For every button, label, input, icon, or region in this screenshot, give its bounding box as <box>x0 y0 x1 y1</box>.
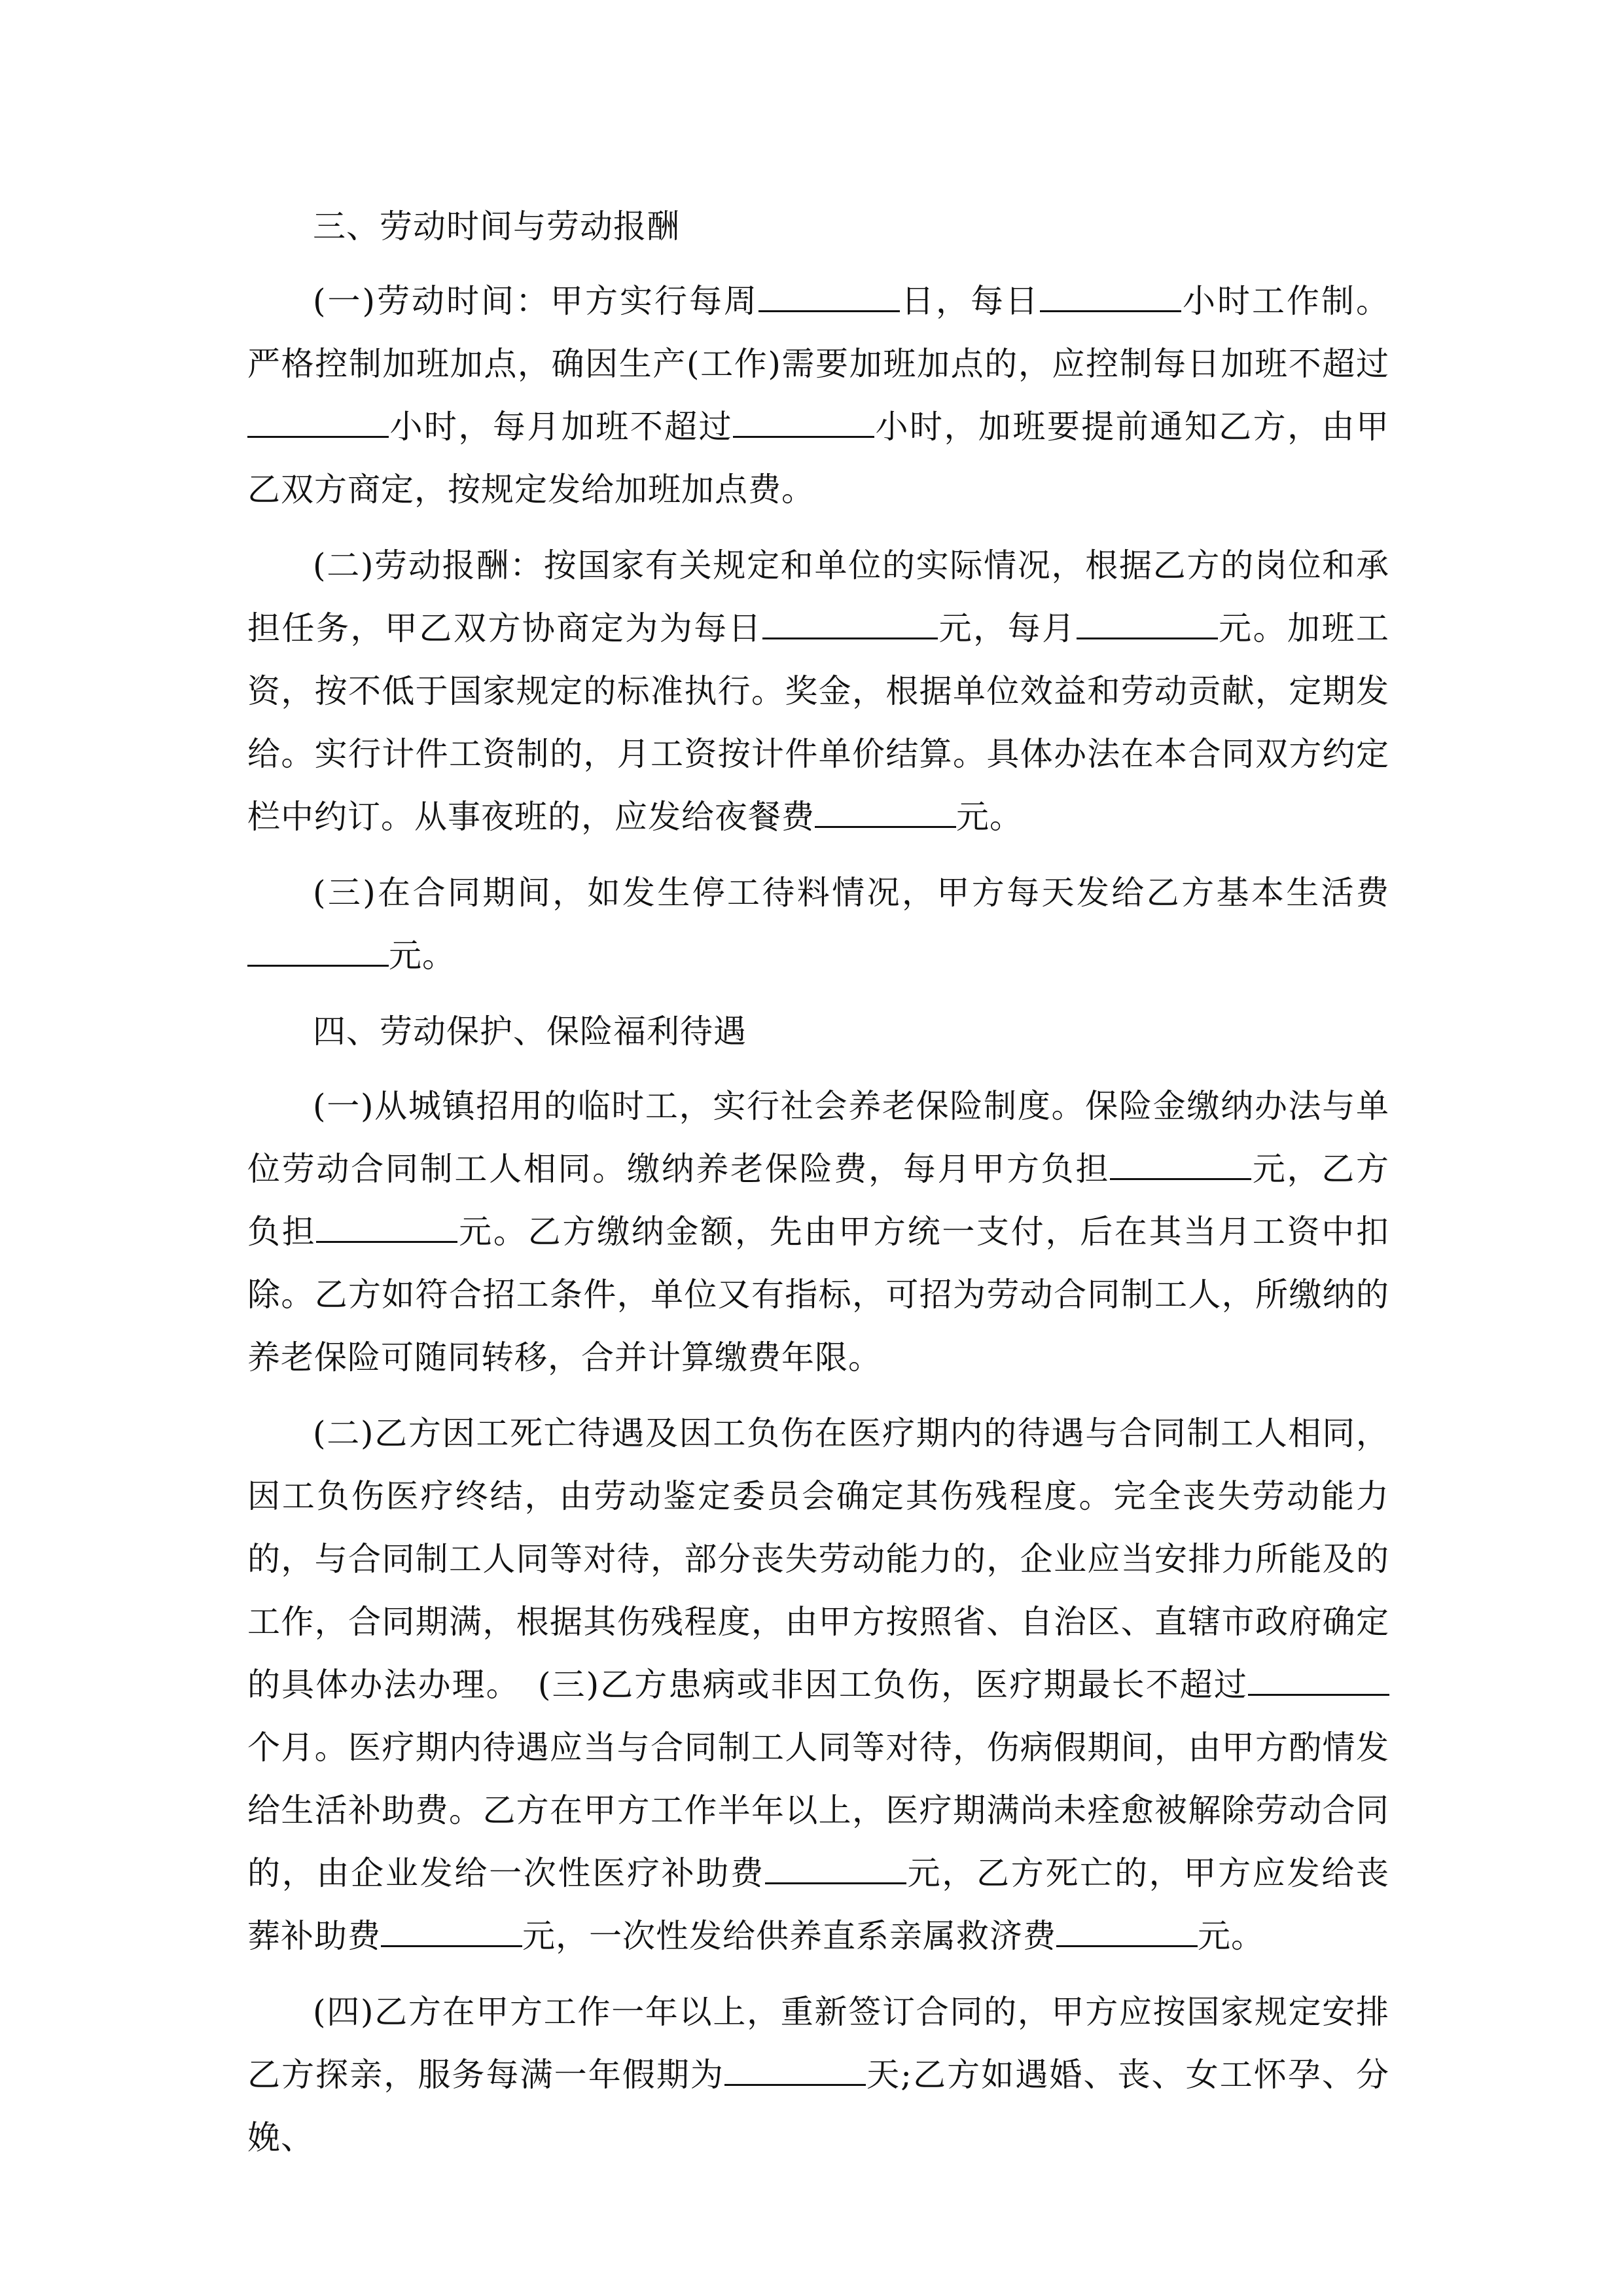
section-heading-labor-time-pay: 三、劳动时间与劳动报酬 <box>313 207 680 245</box>
paragraph-injury-illness: (二)乙方因工死亡待遇及因工负伤在医疗期内的待遇与合同制工人相同，因工负伤医疗终结，由劳动鉴定委员会确定其伤残程度。完全丧失劳动能力的，与合同制工人同等对待，部分丧失劳动能力的，企业应当安排力所能及的工作，合同期满，根据其伤残程度，由甲方按照省、自治区、直辖市政府确定的具体办法办理。 (三)乙方患病或非因工负伤，医疗期最长不超过个月。医疗期内待遇应当与合同制工人同等对待，伤病假期间，由甲方酌情发给生活补助费。乙方在甲方工作半年以上，医疗期满尚未痊愈被解除劳动合同的，由企业发给一次性医疗补助费 元，乙方死亡的，甲方应发给丧葬补助费 元，一次性发给供养直系亲属救济费 元。 <box>247 1414 1390 1955</box>
blank-field[interactable] <box>1040 276 1181 312</box>
blank-field[interactable] <box>724 2050 866 2086</box>
section-heading-protection-insurance: 四、劳动保护、保险福利待遇 <box>313 1013 747 1050</box>
blank-field[interactable] <box>815 792 956 828</box>
blank-field[interactable] <box>247 402 389 438</box>
blank-field[interactable] <box>1077 603 1218 639</box>
blank-field[interactable] <box>762 603 938 639</box>
blank-field[interactable] <box>247 931 389 967</box>
paragraph-pension-insurance: (一)从城镇招用的临时工，实行社会养老保险制度。保险金缴纳办法与单位劳动合同制工人相同。缴纳养老保险费，每月甲方负担 元，乙方负担 元。乙方缴纳金额，先由甲方统一支付，后在其当月工资中扣除。乙方如符合招工条件，单位又有指标，可招为劳动合同制工人，所缴纳的养老保险可随同转移，合并计算缴费年限。 <box>247 1087 1390 1376</box>
blank-field[interactable] <box>733 402 874 438</box>
blank-field[interactable] <box>1056 1911 1198 1947</box>
document-body <box>247 195 1389 2182</box>
blank-field[interactable] <box>1248 1660 1389 1696</box>
blank-field[interactable] <box>765 1848 906 1884</box>
paragraph-home-leave: (四)乙方在甲方工作一年以上，重新签订合同的，甲方应按国家规定安排乙方探亲，服务每满一年假期为 天;乙方如遇婚、丧、女工怀孕、分娩、 <box>247 1993 1389 2157</box>
paragraph-stoppage-allowance: (三)在合同期间，如发生停工待料情况，甲方每天发给乙方基本生活费元。 <box>247 861 1389 987</box>
blank-field[interactable] <box>381 1911 522 1947</box>
blank-field[interactable] <box>758 276 900 312</box>
blank-field[interactable] <box>1110 1144 1251 1180</box>
paragraph-working-hours: (一)劳动时间：甲方实行每周 日，每日 小时工作制。严格控制加班加点，确因生产(工作)需要加班加点的，应控制每日加班不超过小时，每月加班不超过 小时，加班要提前通知乙方，由甲乙双方商定，按规定发给加班加点费。 <box>247 270 1389 521</box>
blank-field[interactable] <box>316 1207 457 1243</box>
paragraph-remuneration: (二)劳动报酬：按国家有关规定和单位的实际情况，根据乙方的岗位和承担任务，甲乙双方协商定为为每日 元，每月 元。加班工资，按不低于国家规定的标准执行。奖金，根据单位效益和劳动贡献，定期发给。实行计件工资制的，月工资按计件单价结算。具体办法在本合同双方约定栏中约订。从事夜班的，应发给夜餐费 元。 <box>247 547 1390 836</box>
